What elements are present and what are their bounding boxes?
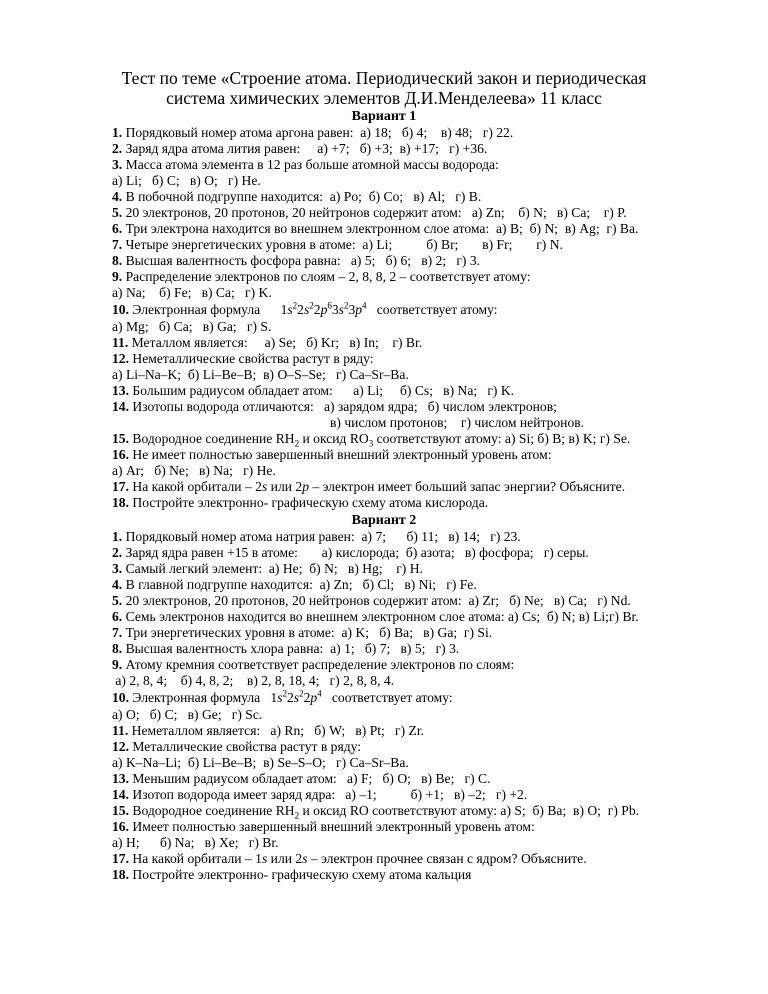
v2-question-15: 15. Водородное соединение $RH_2$ и оксид RO соответствуют атому: а) S; б) Ba; в) O; г) Pb. [112,803,640,821]
question-number: 1. [112,125,123,140]
v1-question-14 [112,398,557,415]
v2-question-7 [112,624,492,641]
v1-question-6 [112,220,638,237]
question-number: 1. [112,529,123,544]
question-number: 10. [112,690,129,705]
question-number: 4. [112,577,123,592]
v2-question-11 [112,722,424,739]
v1-question-5 [112,204,627,221]
question-number: 17. [112,851,129,866]
question-text: Неметаллические свойства растут в ряду: [129,351,374,366]
v2-question-9 [112,656,514,673]
question-number: 12. [112,351,129,366]
question-text: Электронная формула [129,690,271,705]
v2-question-2 [112,544,589,561]
question-number: 8. [112,253,123,268]
question-number: 9. [112,269,123,284]
v1-question-12-options: а) Li–Na–K; б) Li–Be–B; в) O–S–Se; г) Ca–Sr–Ba. [112,367,409,382]
v2-question-12 [112,738,361,755]
question-text: Большим радиусом обладает атом: а) Li; б) Cs; в) Na; г) K. [129,383,515,398]
question-number: 15. [112,803,129,818]
v2-question-12-options: а) K–Na–Li; б) Li–Be–B; в) Se–S–O; г) Ca–Sr–Ba. [112,755,409,770]
v1-question-11 [112,334,422,351]
v2-question-16-options: а) H; б) Na; в) Xe; г) Br. [112,835,279,850]
question-text: Порядковый номер атома аргона равен: а) 18; б) 4; в) 48; г) 22. [122,125,514,140]
question-number: 13. [112,771,129,786]
v2-question-10-options: а) O; б) C; в) Ge; г) Sc. [112,707,263,722]
question-text: Три электрона находится во внешнем электронном слое атома: а) B; б) N; в) Ag; г) Ba. [122,221,639,236]
v2-question-5 [112,592,631,609]
v2-question-1 [112,528,521,545]
v1-question-16 [112,446,551,463]
v1-question-2 [112,140,487,157]
question-text: Атому кремния соответствует распределение электронов по слоям: [122,657,515,672]
question-text: Неметаллом является: а) Rn; б) W; в) Pt; г) Zr. [128,723,424,738]
v1-question-10 [112,301,498,318]
v2-question-17: 17. На какой орбитали – 1s или 2s – электрон прочнее связан с ядром? Объясните. [112,851,587,866]
v2-question-14 [112,786,527,803]
v1-question-17: 17. На какой орбитали – 2s или 2p – электрон имеет больший запас энергии? Объясните. [112,479,626,494]
question-number: 6. [112,221,123,236]
v1-question-8 [112,252,480,269]
question-number: 10. [112,302,129,317]
question-text: Распределение электронов по слоям – 2, 8, 8, 2 – соответствует атому: [122,269,531,284]
electron-formula: $1s^22s^22p^63s^23p^4$ [280,300,367,317]
question-text: 20 электронов, 20 протонов, 20 нейтронов содержит атом: а) Zn; б) N; в) Ca; г) P. [122,205,627,220]
question-number: 18. [112,495,129,510]
question-text: Постройте электронно- графическую схему атома кальция [129,867,472,882]
question-number: 3. [112,561,123,576]
v2-question-6 [112,608,639,625]
v1-question-7 [112,236,563,253]
question-text: соответствует атому: [366,302,498,317]
v2-question-9-options: а) 2, 8, 4; б) 4, 8, 2; в) 2, 8, 18, 4; г) 2, 8, 8, 4. [112,673,395,688]
question-text: В побочной подгруппе находится: а) Po; б) Co; в) Al; г) B. [122,189,482,204]
question-text: Три энергетических уровня в атоме: а) K; б) Ba; в) Ga; г) Si. [122,625,493,640]
v1-question-9-options: а) Na; б) Fe; в) Ca; г) K. [112,285,272,300]
question-text: Порядковый номер атома натрия равен: а) 7; б) 11; в) 14; г) 23. [122,529,521,544]
question-number: 9. [112,657,123,672]
question-text: Не имеет полностью завершенный внешний электронный уровень атом: [129,447,552,462]
v1-question-13 [112,382,514,399]
question-number: 16. [112,447,129,462]
electron-formula: $1s^22s^22p^4$ [270,688,322,705]
question-text: Семь электронов находится во внешнем электронном слое атома: а) Cs; б) N; в) Li;г) Br. [122,609,639,624]
question-text: Масса атома элемента в 12 раз больше атомной массы водорода: [122,157,499,172]
question-number: 2. [112,141,123,156]
v2-question-18 [112,866,471,883]
question-number: 2. [112,545,123,560]
question-text: Меньшим радиусом обладает атом: а) F; б) O; в) Be; г) C. [129,771,491,786]
question-number: 11. [112,335,129,350]
question-text: Высшая валентность хлора равна: а) 1; б) 7; в) 5; г) 3. [122,641,460,656]
question-number: 3. [112,157,123,172]
question-number: 14. [112,399,129,414]
v2-question-13 [112,770,491,787]
v2-question-10 [112,689,453,706]
v1-question-18 [112,494,488,511]
v1-question-3 [112,156,499,173]
v1-question-10-options: а) Mg; б) Ca; в) Ga; г) S. [112,319,272,334]
question-text: Изотоп водорода имеет заряд ядра: а) –1; б) +1; в) –2; г) +2. [129,787,528,802]
v1-question-15: 15. Водородное соединение $RH_2$ и оксид $RO_3$ соответствуют атому: а) Si; б) B; в) K; г) Se. [112,431,631,449]
variant1-heading: Вариант 1 [351,109,417,124]
question-text: Заряд ядра атома лития равен: а) +7; б) +3; в) +17; г) +36. [122,141,488,156]
v1-question-16-options: а) Ar; б) Ne; в) Na; г) He. [112,463,276,478]
v1-question-1 [112,124,513,141]
question-text: Металлом является: а) Se; б) Kr; в) In; г) Br. [128,335,423,350]
question-number: 4. [112,189,123,204]
question-text: Имеет полностью завершенный внешний электронный уровень атом: [129,819,535,834]
question-number: 17. [112,479,129,494]
question-number: 5. [112,205,123,220]
question-text: Четыре энергетических уровня в атоме: а) Li; б) Br; в) Fr; г) N. [122,237,563,252]
document-title-line2: система химических элементов Д.И.Менделеева» 11 класс [166,88,602,108]
v2-question-8 [112,640,459,657]
question-text: Заряд ядра равен +15 в атоме: а) кислорода; б) азота; в) фосфора; г) серы. [122,545,589,560]
question-number: 6. [112,609,123,624]
question-number: 7. [112,237,123,252]
variant2-heading: Вариант 2 [351,513,417,528]
v1-question-4 [112,188,481,205]
document-title-line1: Тест по теме «Строение атома. Периодический закон и периодическая [121,68,647,88]
question-text: Электронная формула [129,302,281,317]
question-number: 5. [112,593,123,608]
question-text: соответствует атому: [321,690,453,705]
v1-question-3-options: а) Li; б) C; в) O; г) He. [112,173,261,188]
question-text: Металлические свойства растут в ряду: [129,739,362,754]
question-text: Высшая валентность фосфора равна: а) 5; б) 6; в) 2; г) 3. [122,253,481,268]
question-text: Самый легкий элемент: а) He; б) N; в) Hg; г) H. [122,561,423,576]
question-number: 15. [112,431,129,446]
question-text: В главной подгруппе находится: а) Zn; б) Cl; в) Ni; г) Fe. [122,577,477,592]
v2-question-4 [112,576,477,593]
question-number: 18. [112,867,129,882]
question-text: Постройте электронно- графическую схему атома кислорода. [129,495,489,510]
question-text: 20 электронов, 20 протонов, 20 нейтронов содержит атом: а) Zr; б) Ne; в) Ca; г) Nd. [122,593,631,608]
question-number: 7. [112,625,123,640]
v1-question-12 [112,350,374,367]
v1-question-9 [112,268,531,285]
question-number: 14. [112,787,129,802]
v2-question-3 [112,560,423,577]
question-number: 16. [112,819,129,834]
question-number: 12. [112,739,129,754]
question-number: 8. [112,641,123,656]
question-text: Изотопы водорода отличаются: а) зарядом ядра; б) числом электронов; [129,399,557,414]
v2-question-16 [112,818,535,835]
v1-question-14-options: в) числом протонов; г) числом нейтронов. [330,415,585,430]
question-number: 11. [112,723,129,738]
question-number: 13. [112,383,129,398]
